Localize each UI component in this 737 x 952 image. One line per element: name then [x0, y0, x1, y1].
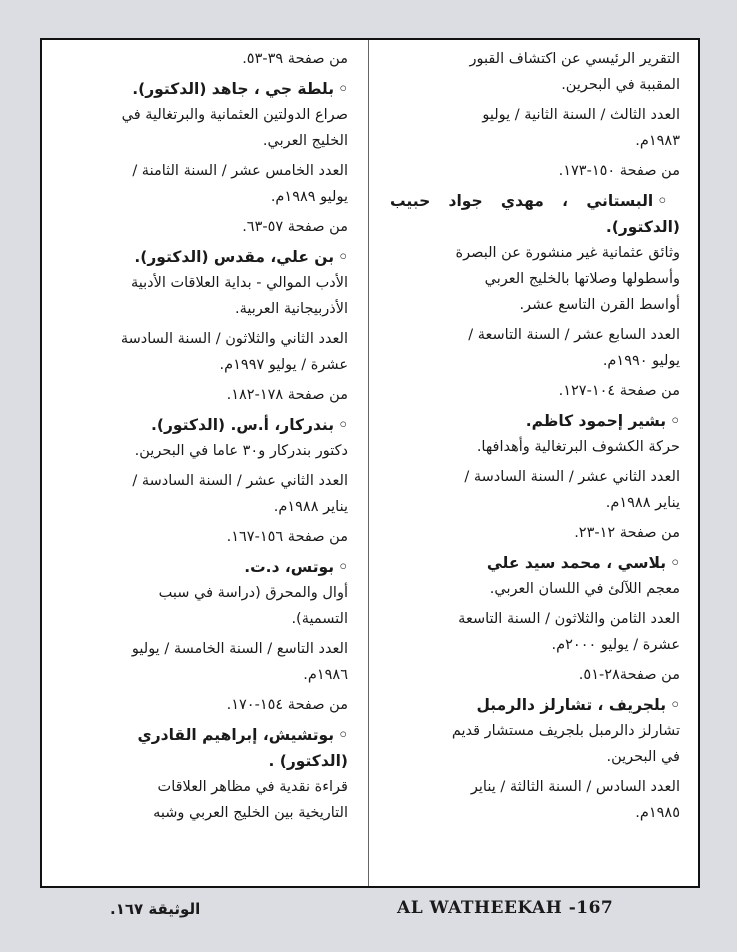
bullet-icon: ◦ — [670, 554, 680, 572]
entry-text-line: ١٩٨٦م. — [303, 667, 348, 683]
entry-detail — [390, 774, 680, 826]
author-name-continued: (الدكتور) . — [268, 752, 348, 770]
entry-text-line: من صفحة ١٠٤-١٢٧. — [558, 383, 680, 399]
author-name: ◦بلجريف ، تشارلز دالرمبل — [476, 696, 680, 714]
entry-text-line: التاريخية بين الخليج العربي وشبه — [153, 805, 348, 821]
entry-text-line: عشرة / يوليو ٢٠٠٠م. — [551, 637, 680, 653]
entry-text-line: من صفحة ٥٧-٦٣. — [242, 219, 348, 235]
entry-text-line: قراءة نقدية في مظاهر العلاقات — [157, 779, 348, 795]
bibliography-entry — [56, 722, 348, 826]
entry-text-line: من صفحة٢٨-٥١. — [578, 667, 680, 683]
entry-text-line: العدد الثالث / السنة الثانية / يوليو — [482, 107, 680, 123]
entry-detail — [56, 214, 348, 240]
author-name: ◦بشير إحمود كاظم. — [525, 412, 680, 430]
author-name: ◦بن علي، مقدس (الدكتور). — [134, 248, 348, 266]
author-name: ◦بندركار، أ.س. (الدكتور). — [151, 416, 348, 434]
entry-text-line: من صفحة ١٢-٢٣. — [574, 525, 680, 541]
bibliography-entry — [390, 408, 680, 460]
bibliography-entry — [390, 188, 680, 318]
bullet-icon: ◦ — [670, 412, 680, 430]
entry-text-line: في البحرين. — [606, 749, 680, 765]
entry-detail — [390, 606, 680, 658]
footer-arabic-page-label: الوثيقة ١٦٧. — [110, 900, 201, 918]
entry-detail — [56, 524, 348, 550]
entry-text-line: المقببة في البحرين. — [561, 77, 680, 93]
author-name: ◦البستاني ، مهدي جواد حبيب (الدكتور). — [390, 192, 680, 236]
entry-detail — [390, 322, 680, 374]
entry-text-line: من صفحة ٣٩-٥٣. — [242, 51, 348, 67]
bibliography-entry — [390, 692, 680, 770]
bullet-icon: ◦ — [338, 558, 348, 576]
entry-detail — [390, 158, 680, 184]
entry-text-line: من صفحة ١٥٤-١٧٠. — [226, 697, 348, 713]
author-name: ◦بلطة جي ، جاهد (الدكتور). — [132, 80, 348, 98]
left-column — [56, 46, 348, 830]
entry-detail — [390, 102, 680, 154]
bibliography-entry — [56, 244, 348, 322]
entry-detail — [56, 382, 348, 408]
entry-text-line: العدد التاسع / السنة الخامسة / يوليو — [131, 641, 348, 657]
entry-text-line: العدد السادس / السنة الثالثة / يناير — [470, 779, 680, 795]
entry-detail — [56, 468, 348, 520]
entry-text-line: الخليج العربي. — [262, 133, 348, 149]
entry-text-line: أوال والمحرق (دراسة في سبب — [158, 585, 348, 601]
bibliography-entry — [390, 550, 680, 602]
entry-text-line: يوليو ١٩٩٠م. — [602, 353, 680, 369]
entry-text-line: من صفحة ١٥٦-١٦٧. — [226, 529, 348, 545]
entry-text-line: دكتور بندركار و٣٠ عاما في البحرين. — [134, 443, 348, 459]
entry-detail — [390, 662, 680, 688]
entry-text-line: يناير ١٩٨٨م. — [605, 495, 680, 511]
entry-detail — [390, 46, 680, 98]
bullet-icon: ◦ — [338, 416, 348, 434]
entry-text-line: تشارلز دالرمبل بلجريف مستشار قديم — [451, 723, 680, 739]
entry-detail — [56, 158, 348, 210]
entry-text-line: التقرير الرئيسي عن اكتشاف القبور — [469, 51, 680, 67]
entry-text-line: أواسط القرن التاسع عشر. — [519, 297, 680, 313]
footer-english-page-label: AL WATHEEKAH -167 — [397, 898, 614, 918]
bibliography-entry — [56, 554, 348, 632]
entry-text-line: وأسطولها وصلاتها بالخليج العربي — [484, 271, 680, 287]
bibliography-entry — [56, 76, 348, 154]
entry-text-line: العدد الثاني والثلاثون / السنة السادسة — [120, 331, 348, 347]
entry-text-line: وثائق عثمانية غير منشورة عن البصرة — [455, 245, 680, 261]
author-name: ◦بوتشيش، إبراهيم القادري — [137, 726, 348, 744]
entry-detail — [56, 692, 348, 718]
entry-text-line: من صفحة ١٧٨-١٨٢. — [226, 387, 348, 403]
entry-text-line: صراع الدولتين العثمانية والبرتغالية في — [121, 107, 348, 123]
entry-text-line: العدد الثاني عشر / السنة السادسة / — [132, 473, 348, 489]
entry-text-line: الأذربيجانية العربية. — [235, 301, 348, 317]
entry-text-line: العدد الخامس عشر / السنة الثامنة / — [132, 163, 348, 179]
entry-text-line: عشرة / يوليو ١٩٩٧م. — [219, 357, 348, 373]
right-column — [390, 46, 680, 830]
bullet-icon: ◦ — [670, 696, 680, 714]
entry-text-line: من صفحة ١٥٠-١٧٣. — [558, 163, 680, 179]
entry-text-line: العدد الثاني عشر / السنة السادسة / — [464, 469, 680, 485]
entry-detail — [390, 520, 680, 546]
entry-detail — [56, 46, 348, 72]
entry-text-line: يناير ١٩٨٨م. — [273, 499, 348, 515]
column-divider — [368, 40, 369, 886]
entry-text-line: الأدب الموالي - بداية العلاقات الأدبية — [130, 275, 348, 291]
bibliography-entry — [56, 412, 348, 464]
entry-text-line: يوليو ١٩٨٩م. — [270, 189, 348, 205]
bullet-icon: ◦ — [657, 192, 680, 210]
entry-text-line: حركة الكشوف البرتغالية وأهدافها. — [476, 439, 680, 455]
bullet-icon: ◦ — [338, 726, 348, 744]
bullet-icon: ◦ — [338, 248, 348, 266]
entry-detail — [390, 378, 680, 404]
bullet-icon: ◦ — [338, 80, 348, 98]
entry-detail — [56, 636, 348, 688]
author-name: ◦بوتس، د.ت. — [244, 558, 348, 576]
entry-text-line: التسمية). — [291, 611, 348, 627]
entry-text-line: ١٩٨٣م. — [635, 133, 680, 149]
entry-text-line: العدد السابع عشر / السنة التاسعة / — [468, 327, 680, 343]
entry-detail — [390, 464, 680, 516]
entry-text-line: ١٩٨٥م. — [635, 805, 680, 821]
author-name: ◦بلاسي ، محمد سيد علي — [486, 554, 680, 572]
entry-text-line: معجم اللآلئ في اللسان العربي. — [489, 581, 680, 597]
entry-detail — [56, 326, 348, 378]
entry-text-line: العدد الثامن والثلاثون / السنة التاسعة — [458, 611, 680, 627]
